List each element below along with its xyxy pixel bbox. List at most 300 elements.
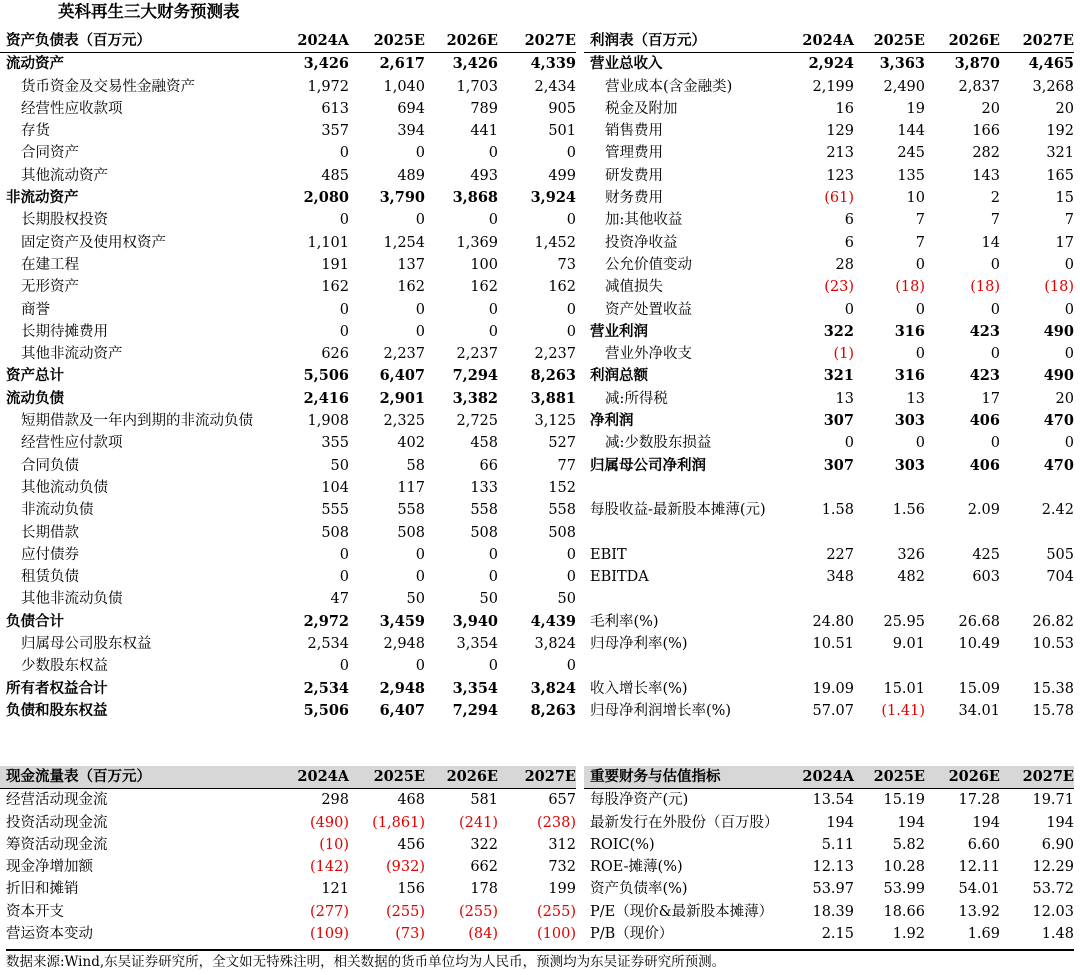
row-label: 营业外净收支 [605,346,692,363]
cell-value: 15.09 [958,680,1000,697]
row-label: 货币资金及交易性金融资产 [21,78,195,95]
cell-value: 694 [397,100,425,117]
row-label: 所有者权益合计 [6,679,108,697]
cell-value: 152 [548,479,576,496]
row-label: 资产负债率(%) [590,881,688,898]
cell-value: 144 [897,123,925,140]
cell-value: 0 [488,546,498,563]
cell-value: 123 [826,167,854,184]
cell-value: 326 [897,546,925,563]
cell-value: 493 [470,167,498,184]
cell-value: 20 [1055,100,1074,117]
cell-value: 3,268 [1032,78,1074,95]
table-row [584,142,1074,164]
cell-value: 357 [321,123,349,140]
cell-value: 17 [981,390,1000,407]
cell-value: 0 [566,212,576,229]
row-label: EBIT [590,546,627,563]
cell-value: 0 [339,658,349,675]
row-label: 最新发行在外股份（百万股） [590,814,779,831]
cell-value: 490 [1043,322,1074,340]
row-label: 归母净利润增长率(%) [590,702,732,719]
cell-value: 3,924 [530,189,576,207]
row-label: 现金净增加额 [6,859,93,876]
cell-value: 178 [470,881,498,898]
table-row [0,365,576,387]
row-label: 利润总额 [590,367,648,385]
table-row [0,499,576,521]
cell-value: 6.90 [1041,836,1074,853]
cell-value: 0 [990,435,1000,452]
row-label: 租赁负债 [21,569,79,586]
cell-value: 2,725 [456,413,498,430]
cell-value: 4,465 [1028,55,1074,73]
cell-value: 456 [397,836,425,853]
cell-value: (61) [824,190,854,207]
year-header: 2024A [297,32,349,49]
row-label: 长期待摊费用 [21,323,108,340]
cell-value: 1,703 [456,78,498,95]
cell-value: 0 [415,145,425,162]
cell-value: 508 [470,524,498,541]
cell-value: 121 [321,881,349,898]
cell-value: 15.01 [883,680,925,697]
cell-value: 2,490 [883,78,925,95]
cell-value: 1,254 [383,234,425,251]
cell-value: 1,101 [307,234,349,251]
table-row [584,232,1074,254]
cell-value: 613 [321,100,349,117]
table-row [0,611,576,633]
table-row [0,522,576,544]
cell-value: 18.66 [883,903,925,920]
cell-value: 50 [557,591,576,608]
row-label: 其他流动资产 [21,167,108,184]
table-row [584,856,1074,878]
cell-value: 307 [823,456,854,474]
table-row [0,410,576,432]
cell-value: 458 [470,435,498,452]
cell-value: 10 [906,190,925,207]
row-label: 长期股权投资 [21,212,108,229]
row-label: 归属母公司净利润 [590,456,706,474]
cell-value: (10) [319,836,349,853]
cell-value: 12.03 [1032,903,1074,920]
cell-value: (100) [537,926,576,943]
cell-value: (18) [895,279,925,296]
cell-value: 3,824 [534,636,576,653]
cell-value: 303 [894,456,925,474]
cell-value: 2.09 [967,502,1000,519]
cell-value: 406 [969,456,1000,474]
row-label: 其他非流动负债 [21,591,123,608]
table-row [584,53,1074,75]
cell-value: 2 [990,190,1000,207]
cell-value: 3,824 [530,679,576,697]
cell-value: (255) [537,903,576,920]
table-row [584,678,1074,700]
table-row [584,410,1074,432]
row-label: 经营性应收款项 [21,100,123,117]
cell-value: 1.48 [1041,926,1074,943]
cell-value: 2,924 [808,55,854,73]
table-row [0,789,576,811]
cell-value: 2,434 [534,78,576,95]
row-label: 归属母公司股东权益 [21,636,152,653]
cell-value: 5.11 [821,836,854,853]
cell-value: 470 [1043,412,1074,430]
cell-value: 15 [1055,190,1074,207]
table-row [584,834,1074,856]
table-row [584,611,1074,633]
cell-value: 3,868 [452,189,498,207]
cell-value: (18) [970,279,1000,296]
page-title: 英科再生三大财务预测表 [58,2,240,21]
cell-value: 905 [548,100,576,117]
cell-value: 0 [339,323,349,340]
cell-value: 133 [470,479,498,496]
row-label: 减:所得税 [605,390,668,407]
cell-value: 0 [844,435,854,452]
table-row [584,76,1074,98]
cell-value: 2,948 [379,679,425,697]
row-label: 在建工程 [21,256,79,273]
year-header: 2026E [948,768,1000,785]
table-row [0,432,576,454]
cell-value: 0 [915,346,925,363]
cell-value: 137 [397,256,425,273]
year-header: 2027E [1022,768,1074,785]
table-row [584,299,1074,321]
row-label: 其他非流动资产 [21,346,123,363]
row-label: 营业利润 [590,322,648,340]
cell-value: 166 [972,123,1000,140]
row-label: 应付债券 [21,546,79,563]
row-label: 合同负债 [21,457,79,474]
cell-value: 0 [1064,256,1074,273]
cell-value: 662 [470,859,498,876]
year-header: 2026E [446,32,498,49]
cell-value: 316 [894,367,925,385]
table-row [584,165,1074,187]
cell-value: 194 [972,814,1000,831]
table-row [0,455,576,477]
table-row [0,566,576,588]
cell-value: (241) [459,814,498,831]
cell-value: 406 [969,412,1000,430]
cell-value: 53.97 [812,881,854,898]
cell-value: 2,534 [307,636,349,653]
table-row [0,142,576,164]
table-row [0,544,576,566]
table-row [584,633,1074,655]
cell-value: 394 [397,123,425,140]
spacer-row [584,655,1074,677]
cell-value: 25.95 [883,613,925,630]
cell-value: 3,125 [534,413,576,430]
cell-value: 7 [1064,212,1074,229]
cell-value: 7 [915,234,925,251]
table-row [0,834,576,856]
cell-value: 2,325 [383,413,425,430]
cell-value: 0 [488,145,498,162]
cell-value: 3,870 [954,55,1000,73]
cell-value: 485 [321,167,349,184]
cell-value: 12.11 [958,859,1000,876]
table-row [0,923,576,945]
cell-value: 19 [906,100,925,117]
cell-value: (1) [833,346,854,363]
row-label: 营业总收入 [590,55,663,73]
table-row [0,678,576,700]
table-row [0,76,576,98]
cell-value: 0 [990,256,1000,273]
cell-value: (23) [824,279,854,296]
cell-value: 6 [844,234,854,251]
cell-value: 3,881 [530,389,576,407]
year-header: 2024A [802,768,854,785]
cell-value: 245 [897,145,925,162]
cell-value: (277) [310,903,349,920]
cell-value: (238) [537,814,576,831]
cell-value: 425 [972,546,1000,563]
cell-value: 3,790 [379,189,425,207]
table-row [584,388,1074,410]
cell-value: 789 [470,100,498,117]
row-label: 毛利率(%) [590,613,659,630]
cell-value: 13.54 [812,792,854,809]
cell-value: 15.19 [883,792,925,809]
table-row [584,321,1074,343]
cell-value: 5,506 [303,701,349,719]
cell-value: 1,908 [307,413,349,430]
cell-value: 2,416 [303,389,349,407]
year-header: 2026E [446,768,498,785]
source-footnote: 数据来源:Wind,东吴证券研究所，全文如无特殊注明，相关数据的货币单位均为人民币，预测均为东吴证券研究所预测。 [6,949,1074,975]
cell-value: 423 [969,322,1000,340]
cell-value: 77 [557,457,576,474]
cell-value: 10.28 [883,859,925,876]
cell-value: 18.39 [812,903,854,920]
cell-value: 162 [321,279,349,296]
cell-value: 0 [339,212,349,229]
table-row [0,276,576,298]
row-label: 折旧和摊销 [6,881,79,898]
cell-value: 194 [1046,814,1074,831]
cell-value: (18) [1044,279,1074,296]
cell-value: 19.09 [812,680,854,697]
row-label: 资产处置收益 [605,301,692,318]
cell-value: 0 [566,546,576,563]
cell-value: 0 [415,212,425,229]
cell-value: 321 [823,367,854,385]
year-header: 2025E [873,32,925,49]
cell-value: 470 [1043,456,1074,474]
cell-value: 499 [548,167,576,184]
year-header: 2026E [948,32,1000,49]
cell-value: 227 [826,546,854,563]
cell-value: 47 [330,591,349,608]
cell-value: 0 [990,301,1000,318]
table-row [0,477,576,499]
cell-value: 0 [1064,346,1074,363]
cell-value: 626 [321,346,349,363]
row-label: 非流动资产 [6,189,79,207]
row-label: P/B（现价） [590,926,674,943]
cell-value: 213 [826,145,854,162]
cell-value: 191 [321,256,349,273]
row-label: 负债合计 [6,612,64,630]
year-header: 2024A [802,32,854,49]
table-row [584,700,1074,722]
cell-value: 505 [1046,546,1074,563]
cell-value: 0 [339,546,349,563]
cell-value: 6,407 [379,701,425,719]
cell-value: 508 [321,524,349,541]
row-label: 短期借款及一年内到期的非流动负债 [21,413,253,430]
cell-value: 1.58 [821,502,854,519]
cell-value: (1,861) [372,814,425,831]
row-label: 归母净利率(%) [590,636,688,653]
cell-value: 1,972 [307,78,349,95]
table-row [584,499,1074,521]
cell-value: 527 [548,435,576,452]
spacer-row [584,588,1074,610]
cell-value: 17 [1055,234,1074,251]
cell-value: 162 [470,279,498,296]
cell-value: 57.07 [812,702,854,719]
table-row [0,343,576,365]
cell-value: 0 [488,212,498,229]
cell-value: 441 [470,123,498,140]
table-row [584,254,1074,276]
cell-value: 0 [415,323,425,340]
table-title: 重要财务与估值指标 [590,768,721,785]
row-label: 减:少数股东损益 [605,435,712,452]
row-label: 减值损失 [605,279,663,296]
cell-value: 10.51 [812,636,854,653]
year-header: 2027E [524,768,576,785]
cell-value: 307 [823,412,854,430]
cell-value: 6.60 [967,836,1000,853]
cell-value: 0 [415,658,425,675]
valuation-metrics-table [584,766,1074,945]
cell-value: 468 [397,792,425,809]
cell-value: 13.92 [958,903,1000,920]
cell-value: 0 [566,569,576,586]
cell-value: (932) [386,859,425,876]
table-row [0,588,576,610]
cell-value: 24.80 [812,613,854,630]
row-label: 固定资产及使用权资产 [21,234,166,251]
cell-value: 4,339 [530,55,576,73]
cell-value: 0 [566,145,576,162]
cell-value: 3,354 [456,636,498,653]
table-row [0,98,576,120]
cell-value: 28 [835,256,854,273]
cell-value: 322 [470,836,498,853]
cell-value: 0 [990,346,1000,363]
cell-value: 508 [548,524,576,541]
cell-value: 0 [415,546,425,563]
cell-value: 0 [339,569,349,586]
cell-value: 298 [321,792,349,809]
table-row [0,165,576,187]
cell-value: 0 [566,658,576,675]
table-row [584,432,1074,454]
cell-value: 2.42 [1041,502,1074,519]
cell-value: 282 [972,145,1000,162]
row-label: 营业成本(含金融类) [605,78,733,95]
table-row [0,655,576,677]
row-label: 少数股东权益 [21,658,108,675]
cell-value: 129 [826,123,854,140]
row-label: 加:其他收益 [605,212,683,229]
year-header: 2024A [297,768,349,785]
cell-value: 0 [415,301,425,318]
cell-value: 3,363 [879,55,925,73]
year-header: 2027E [1022,32,1074,49]
cell-value: 3,426 [303,55,349,73]
table-header [584,766,1074,789]
cell-value: 162 [397,279,425,296]
table-row [584,98,1074,120]
cell-value: 10.53 [1032,636,1074,653]
cell-value: 1.92 [892,926,925,943]
row-label: 流动资产 [6,55,64,73]
table-title: 利润表（百万元） [590,32,706,49]
table-header [0,766,576,789]
row-label: 销售费用 [605,123,663,140]
cell-value: 5,506 [303,367,349,385]
cell-value: 104 [321,479,349,496]
row-label: 筹资活动现金流 [6,836,108,853]
table-row [0,232,576,254]
table-row [584,276,1074,298]
cell-value: 2,837 [958,78,1000,95]
cell-value: (142) [310,859,349,876]
cell-value: 2,237 [383,346,425,363]
cell-value: 312 [548,836,576,853]
spacer-row [584,477,1074,499]
table-row [0,878,576,900]
year-header: 2025E [373,768,425,785]
cell-value: 558 [548,502,576,519]
table-title: 现金流量表（百万元） [6,768,151,785]
cell-value: 17.28 [958,792,1000,809]
row-label: 投资活动现金流 [6,814,108,831]
cell-value: 1.56 [892,502,925,519]
cell-value: 15.78 [1032,702,1074,719]
cell-value: 0 [915,435,925,452]
row-label: ROE-摊薄(%) [590,859,683,876]
cell-value: 316 [894,322,925,340]
row-label: P/E（现价&最新股本摊薄） [590,903,774,920]
cell-value: 194 [897,814,925,831]
cell-value: 7,294 [452,367,498,385]
cell-value: 0 [915,256,925,273]
cell-value: 704 [1046,569,1074,586]
cell-value: (84) [468,926,498,943]
cell-value: 8,263 [530,701,576,719]
row-label: 资本开支 [6,903,64,920]
row-label: 管理费用 [605,145,663,162]
cell-value: 508 [397,524,425,541]
cell-value: 2,948 [383,636,425,653]
cell-value: 26.68 [958,613,1000,630]
cell-value: 53.99 [883,881,925,898]
cell-value: 355 [321,435,349,452]
